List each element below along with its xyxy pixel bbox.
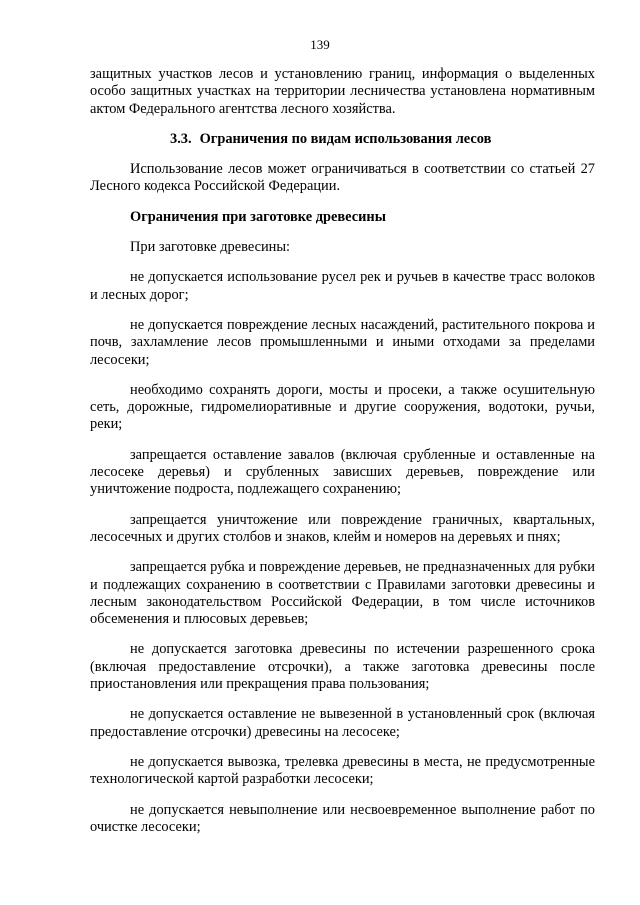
document-body: [90, 66, 595, 849]
section-number: 3.3.: [170, 130, 192, 147]
list-item: не допускается использование русел рек и ручьев в качестве трасс волоков и лесных дорог;: [90, 269, 595, 303]
list-item: не допускается заготовка древесины по истечении разрешенного срока (включая предоставление отсрочки), а также заготовка древесины после приостановления или прекращения права пользования;: [90, 641, 595, 693]
section-title: Ограничения по видам использования лесов: [199, 130, 492, 147]
list-item: запрещается уничтожение или повреждение граничных, квартальных, лесосечных и других столбов и знаков, клейм и номеров на деревьях и пнях;: [90, 511, 595, 545]
list-item: не допускается невыполнение или несвоевременное выполнение работ по очистке лесосеки;: [90, 801, 595, 835]
list-item: не допускается повреждение лесных насаждений, растительного покрова и почв, захламление лесов промышленными и иными отходами за пределами лесосеки;: [90, 316, 595, 368]
list-item: запрещается оставление завалов (включая срубленные и оставленные на лесосеке деревья) и срубленных зависших деревьев, повреждение или уничтожение подроста, подлежащего сохранению;: [90, 446, 595, 498]
list-item: запрещается рубка и повреждение деревьев, не предназначенных для рубки и подлежащих сохранению в соответствии с Правилами заготовки древесины и лесным законодательством Российской Федерации, в том числе источников обсеменения и плюсовых деревьев;: [90, 559, 595, 628]
subsection-heading: Ограничения при заготовке древесины: [130, 208, 386, 225]
list-item: не допускается вывозка, трелевка древесины в места, не предусмотренные технологической картой разработки лесосеки;: [90, 753, 595, 788]
section-heading: [90, 131, 595, 148]
paragraph-continuation: защитных участков лесов и установлению границ, информация о выделенных особо защитных участках на территории лесничества установлена нормативным актом Федерального агентства лесного хозяйства.: [90, 66, 595, 117]
paragraph-intro: При заготовке древесины:: [130, 239, 291, 256]
list-item: необходимо сохранять дороги, мосты и просеки, а также осушительную сеть, дорожные, гидромелиоративные и другие сооружения, водотоки, ручьи, реки;: [90, 381, 595, 433]
page-number: 139: [310, 37, 330, 52]
paragraph: Использование лесов может ограничиваться в соответствии со статьей 27 Лесного кодекса Российской Федерации.: [90, 161, 595, 195]
list-item: не допускается оставление не вывезенной в установленный срок (включая предоставление отсрочки) древесины на лесосеке;: [90, 706, 595, 740]
